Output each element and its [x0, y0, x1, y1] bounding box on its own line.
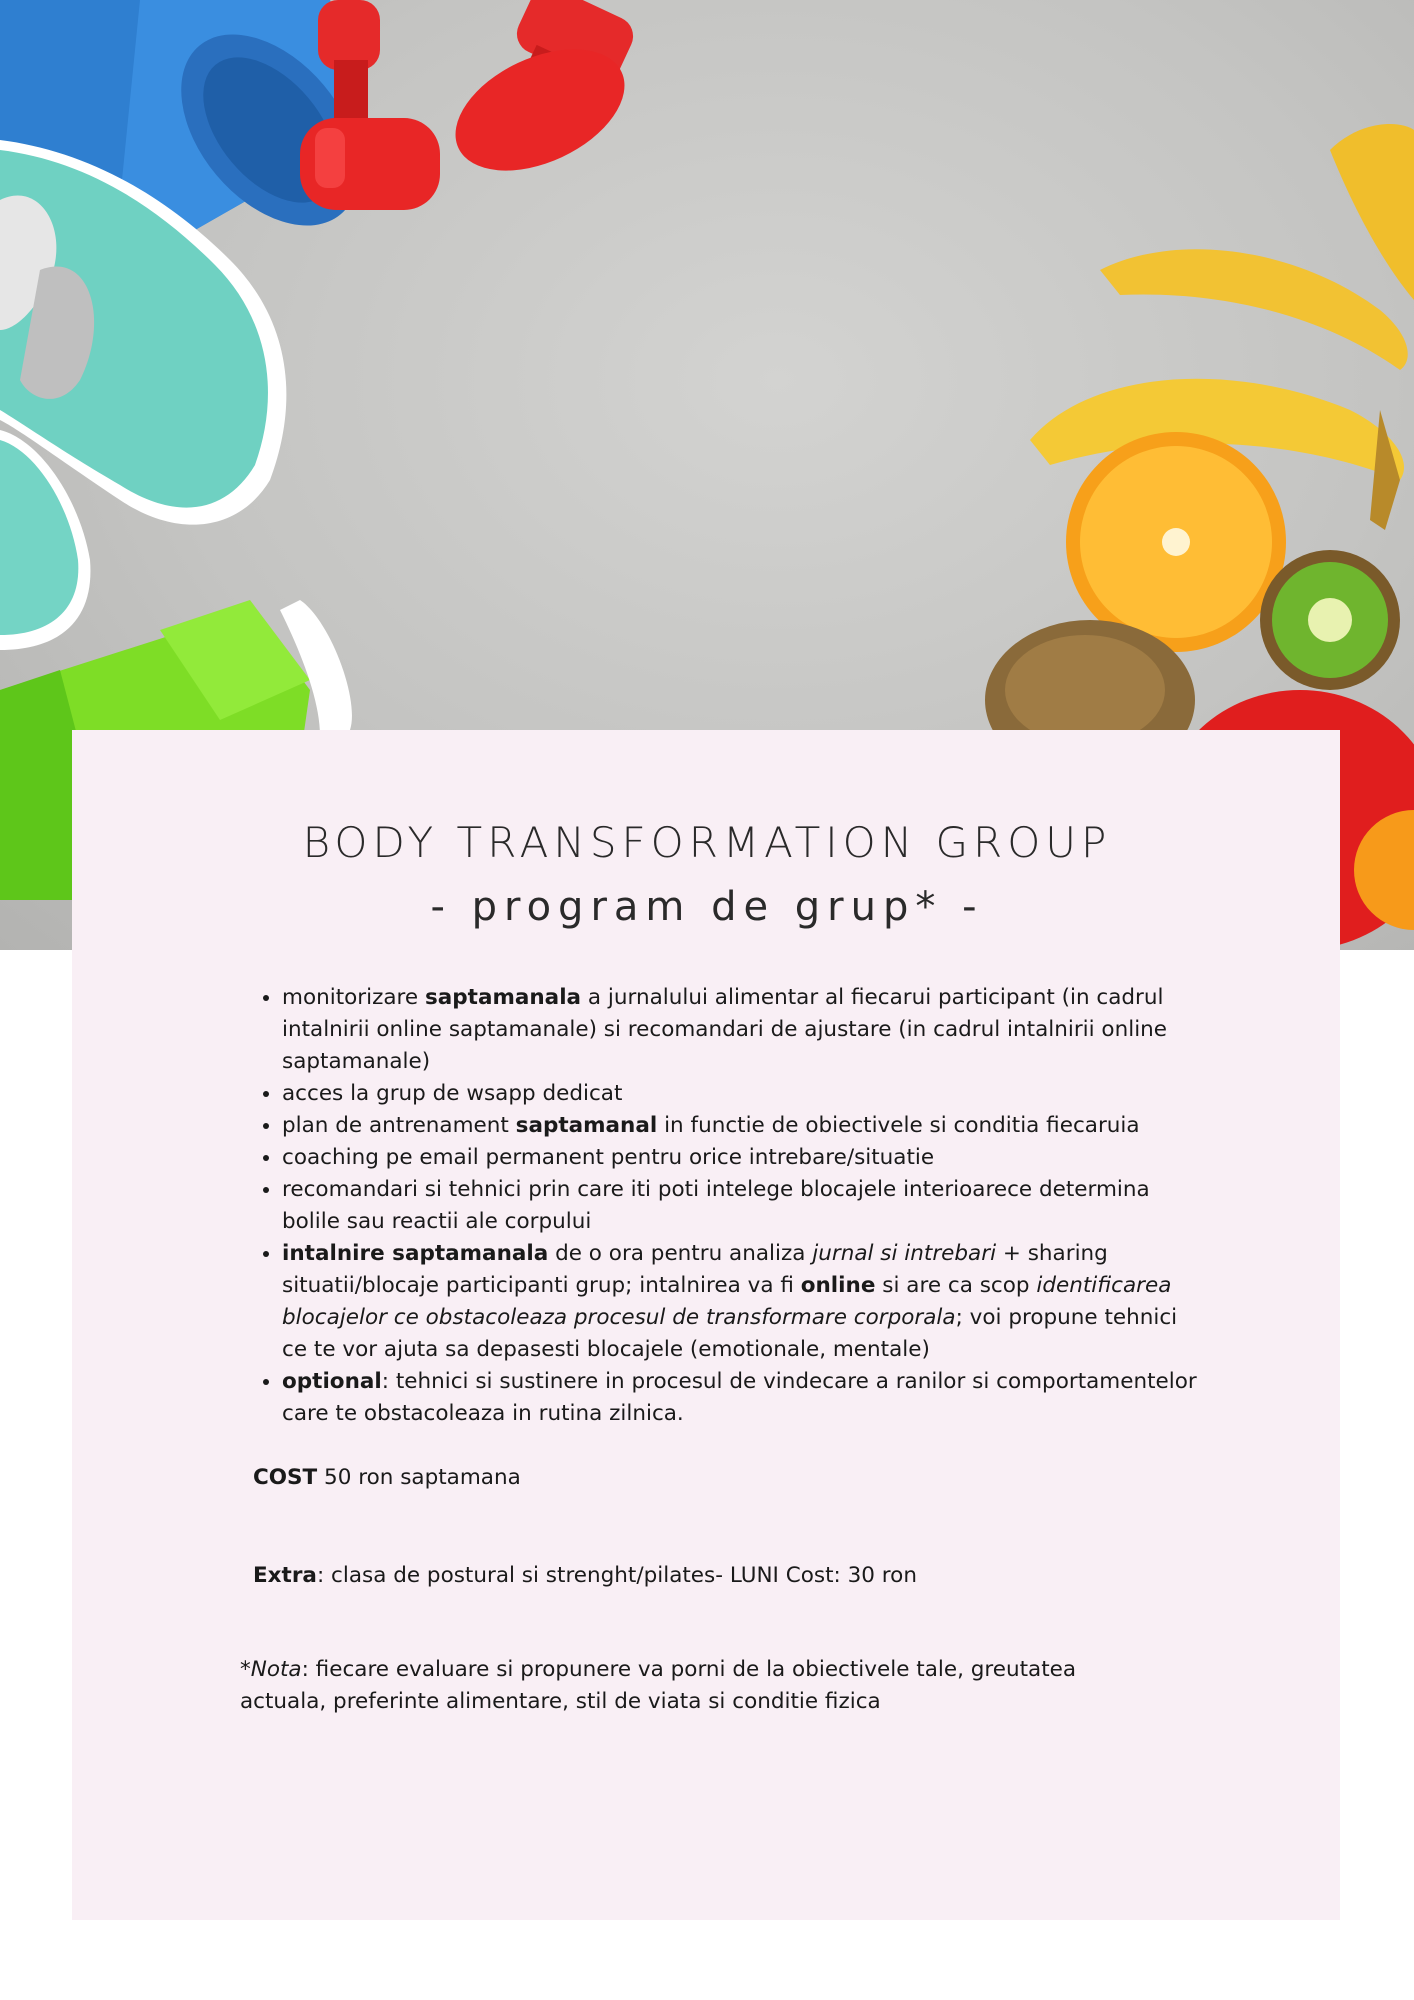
cost-value: 50 ron saptamana [317, 1465, 521, 1490]
list-item-text: acces la grup de wsapp dedicat [282, 1081, 623, 1106]
features-section [240, 982, 1200, 1430]
extra-label: Extra [253, 1563, 317, 1588]
extra-line [253, 1560, 917, 1592]
list-item-text: saptamanal [515, 1113, 658, 1138]
list-item-text: + sharing situatii/blocaje participanti grup; intalnirea va fi [282, 1241, 1108, 1298]
list-item [282, 1142, 1200, 1174]
features-list [240, 982, 1200, 1430]
page-subtitle: - program de grup* - [430, 884, 984, 930]
dumbbell-icon [436, 0, 643, 195]
list-item-text: si are ca scop [875, 1273, 1037, 1298]
list-item-text: a jurnalului alimentar al fiecarui participant (in cadrul intalnirii online saptamanale) si recomandari de ajustare (in cadrul intalnirii online saptamanale) [282, 985, 1168, 1074]
list-item-text: jurnal si intrebari [812, 1241, 997, 1266]
extra-text: : clasa de postural si strenght/pilates- LUNI Cost: 30 ron [316, 1563, 917, 1588]
list-item [282, 1238, 1200, 1366]
note-prefix: * [240, 1657, 251, 1682]
list-item-text: plan de antrenament [282, 1113, 516, 1138]
page-title: BODY TRANSFORMATION GROUP [302, 818, 1112, 867]
list-item-text: recomandari si tehnici prin care iti poti intelege blocajele interioarece determina bolile sau reactii ale corpului [282, 1177, 1150, 1234]
list-item [282, 1078, 1200, 1110]
list-item [282, 982, 1200, 1078]
list-item-text: de o ora pentru analiza [548, 1241, 813, 1266]
list-item-text: optional [282, 1369, 382, 1394]
orange-icon [1066, 432, 1286, 652]
list-item-text: monitorizare [282, 985, 425, 1010]
list-item-text: : tehnici si sustinere in procesul de vindecare a ranilor si comportamentelor care te obstacoleaza in rutina zilnica. [282, 1369, 1197, 1426]
cost-line [253, 1462, 521, 1494]
list-item-text: intalnire saptamanala [282, 1241, 549, 1266]
list-item-text: ; voi propune tehnici ce te vor ajuta sa depasesti blocajele (emotionale, mentale) [282, 1305, 1178, 1362]
list-item-text: saptamanala [424, 985, 582, 1010]
list-item [282, 1174, 1200, 1238]
note-text: : fiecare evaluare si propunere va porni de la obiectivele tale, greutatea actuala, preferinte alimentare, stil de viata si conditie fizica [240, 1657, 1077, 1714]
list-item-text: online [800, 1273, 876, 1298]
cost-label: COST [253, 1465, 318, 1490]
list-item [282, 1110, 1200, 1142]
note-label: Nota [250, 1657, 302, 1682]
list-item-text: in functie de obiectivele si conditia fiecaruia [657, 1113, 1140, 1138]
list-item-text: coaching pe email permanent pentru orice intrebare/situatie [282, 1145, 935, 1170]
list-item-text: identificarea blocajelor ce obstacoleaza procesul de transformare corporala [282, 1273, 1172, 1330]
list-item [282, 1366, 1200, 1430]
note-paragraph [240, 1654, 1140, 1718]
sneaker-icon [0, 140, 286, 650]
